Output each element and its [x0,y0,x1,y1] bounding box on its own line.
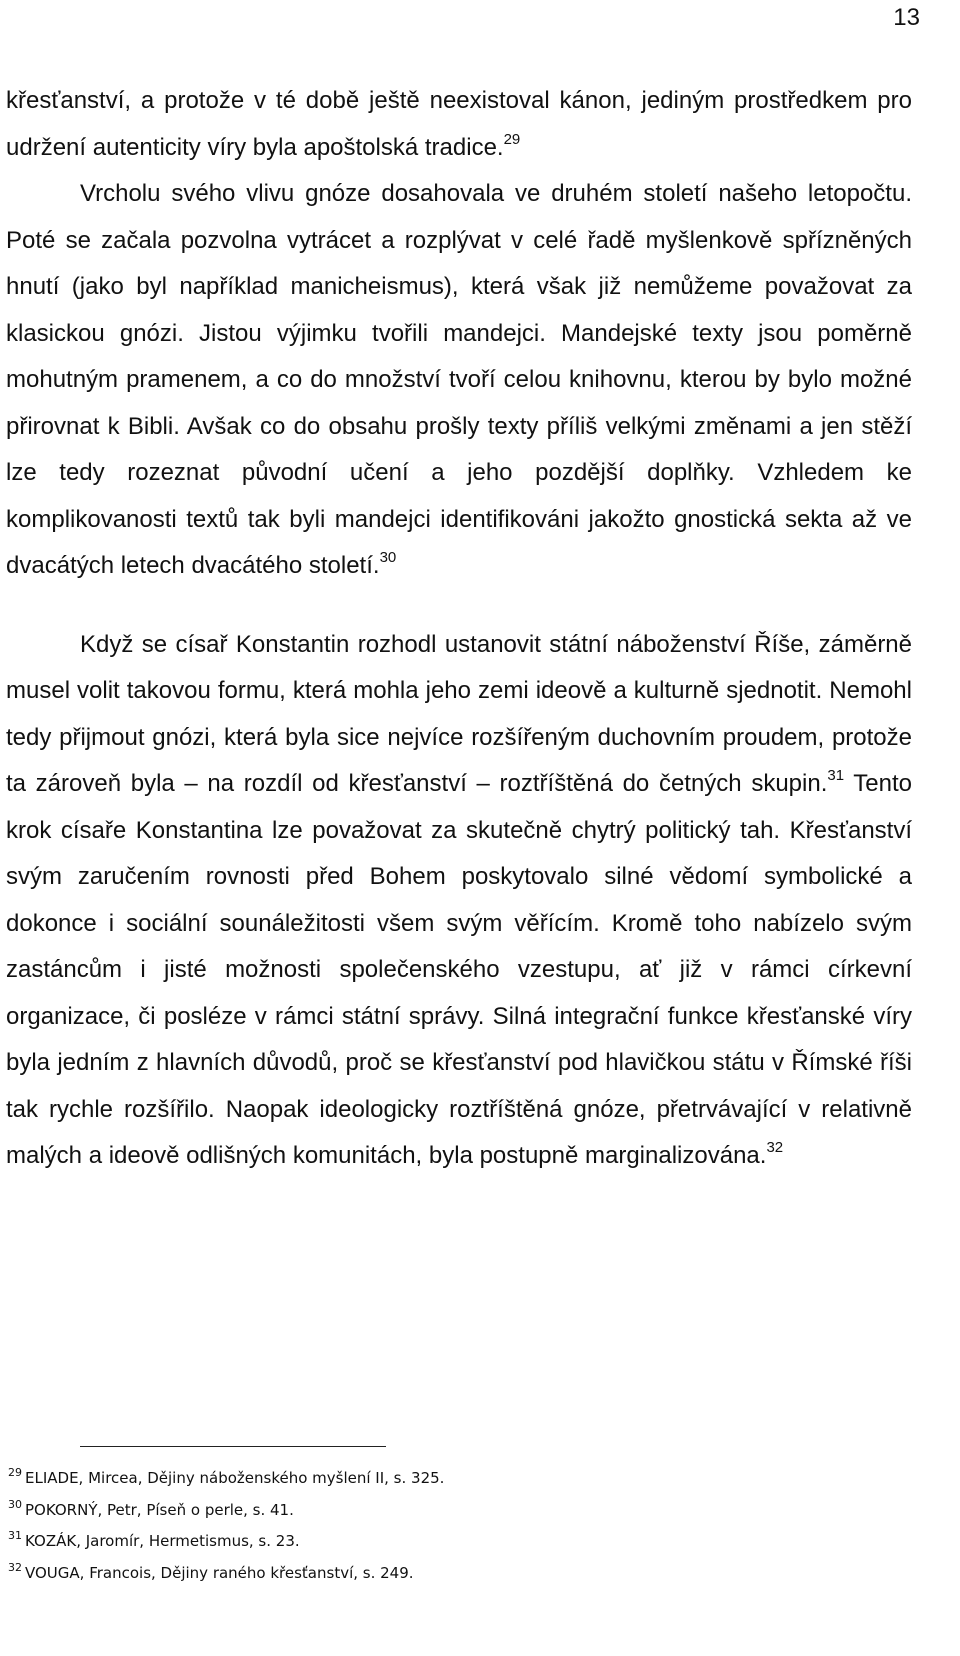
paragraph-text: Vrcholu svého vlivu gnóze dosahovala ve druhém století našeho letopočtu. Poté se začala pozvolna vytrácet a rozplývat v celé řadě myšlenkově spřízněných hnutí (jako byl například manicheismus), která však již nemůžeme považovat za klasickou gnózi. Jistou výjimku tvořili mandejci. Mandejské texty jsou poměrně mohutným pramenem, a co do množství tvoří celou knihovnu, kterou by bylo možné přirovnat k Bibli. Avšak co do obsahu prošly texty příliš velkými změnami a jen stěží lze tedy rozeznat původní učení a jeho pozdější doplňky. Vzhledem ke komplikovanosti textů tak byli mandejci identifikováni jakožto gnostická sekta až ve dvacátých letech dvacátého století. [6,180,912,579]
paragraph-3 [6,622,912,1180]
footnote [8,1460,444,1492]
paragraph-text: křesťanství, a protože v té době ještě neexistoval kánon, jediným prostředkem pro udržení autenticity víry byla apoštolská tradice. [6,87,912,161]
footnote-text: ELIADE, Mircea, Dějiny náboženského myšlení II, s. 325. [25,1469,445,1487]
footnote-text: KOZÁK, Jaromír, Hermetismus, s. 23. [25,1532,300,1550]
footnote-text: POKORNÝ, Petr, Píseň o perle, s. 41. [25,1500,294,1519]
body-text [6,78,912,1180]
footnote-separator [80,1446,386,1447]
paragraph-text: Když se císař Konstantin rozhodl ustanovit státní náboženství Říše, záměrně musel volit takovou formu, která mohla jeho zemi ideově a kulturně sjednotit. Nemohl tedy přijmout gnózi, která byla sice nejvíce rozšířeným duchovním proudem, protože ta zároveň byla – na rozdíl od křesťanství – roztříštěná do četných skupin. [6,630,912,797]
footnote-reference[interactable]: 31 [827,767,845,784]
footnote [8,1555,444,1587]
footnote-reference[interactable]: 32 [766,1139,784,1156]
footnote-number: 31 [8,1529,22,1542]
footnote-number: 32 [8,1560,22,1574]
paragraph-1 [6,78,912,171]
footnote-number: 29 [8,1466,22,1479]
footnote [8,1523,444,1555]
paragraph-2 [6,171,912,590]
footnotes [8,1460,444,1586]
footnote [8,1492,444,1524]
footnote-reference[interactable]: 29 [503,130,521,148]
footnote-number: 30 [8,1497,22,1511]
page-number: 13 [893,4,920,31]
footnote-reference[interactable]: 30 [379,549,397,566]
footnote-text: VOUGA, Francois, Dějiny raného křesťanství, s. 249. [25,1563,414,1582]
paragraph-text: Tento krok císaře Konstantina lze považovat za skutečně chytrý politický tah. Křesťanství svým zaručením rovnosti před Bohem poskytovalo silné vědomí symbolické a dokonce i sociální sounáležitosti všem svým věřícím. Kromě toho nabízelo svým zastáncům i jisté možnosti společenského vzestupu, ať již v rámci církevní organizace, či posléze v rámci státní správy. Silná integrační funkce křesťanské víry byla jedním z hlavních důvodů, proč se křesťanství pod hlavičkou státu v Římské říši tak rychle rozšířilo. Naopak ideologicky roztříštěná gnóze, přetrvávající v relativně malých a ideově odlišných komunitách, byla postupně marginalizována. [6,770,912,1169]
